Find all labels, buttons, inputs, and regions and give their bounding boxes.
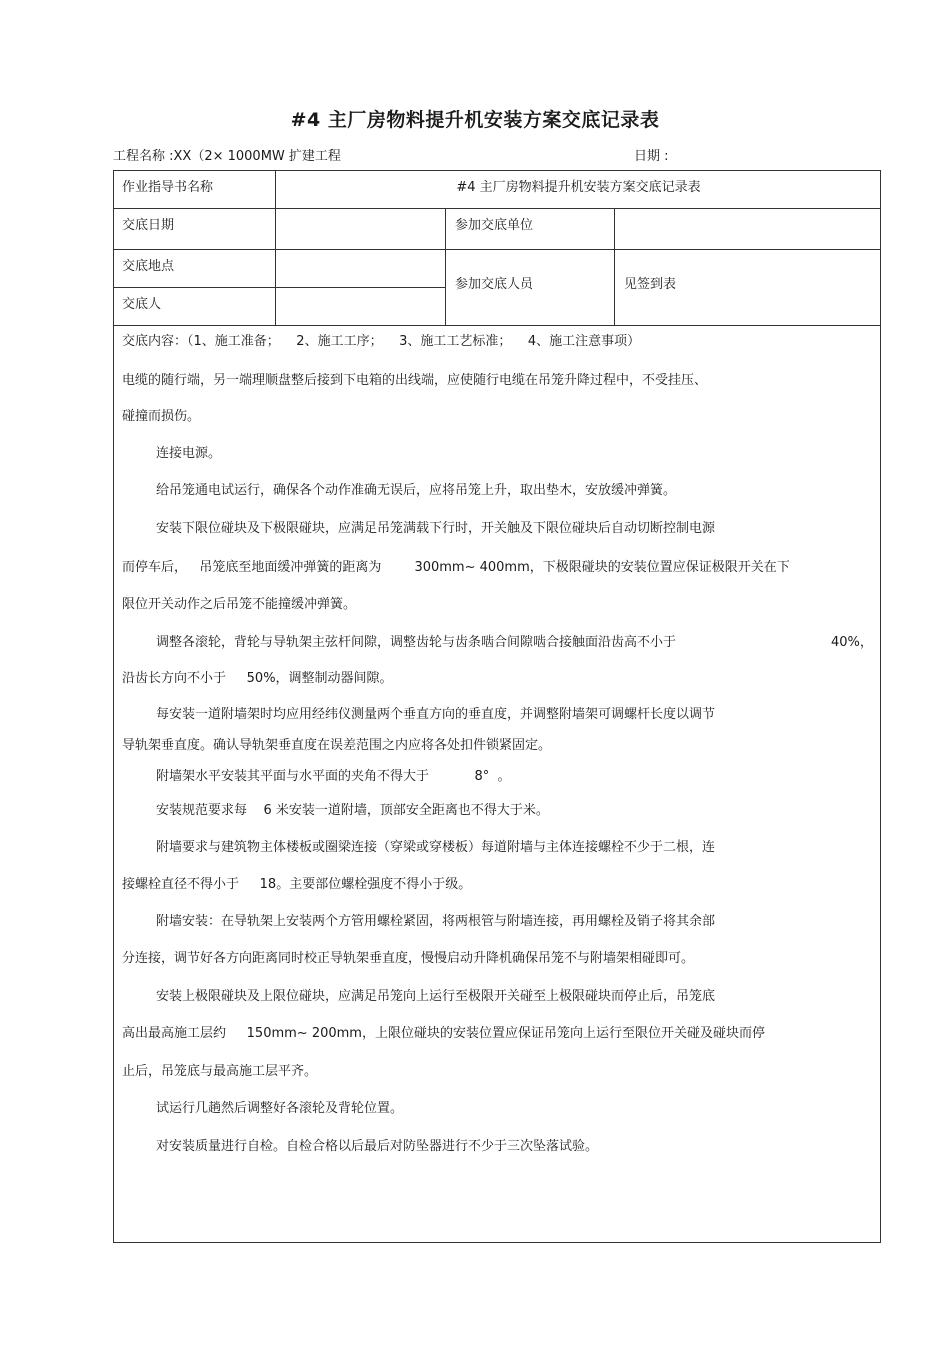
content-line: 限位开关动作之后吊笼不能撞缓冲弹簧。 [122, 597, 357, 612]
content-line: 碰撞而损伤。 [122, 409, 201, 424]
content-line: 试运行几趟然后调整好各滚轮及背轮位置。 [156, 1101, 404, 1116]
people-value: 见签到表 [624, 277, 677, 292]
guide-name-label: 作业指导书名称 [122, 180, 214, 195]
content-line: 每安装一道附墙架时均应用经纬仪测量两个垂直方向的垂直度，并调整附墙架可调螺杆长度以调节 [156, 707, 716, 722]
people-label: 参加交底人员 [455, 277, 534, 292]
content-line: 安装规范要求每 6 米安装一道附墙，顶部安全距离也不得大于米。 [156, 803, 549, 818]
content-header: 交底内容：（1、施工准备； 2、施工工序； 3、施工工艺标准； 4、施工注意事项） [122, 334, 641, 349]
presenter-label: 交底人 [122, 297, 162, 312]
unit-label: 参加交底单位 [455, 218, 534, 233]
place-label: 交底地点 [122, 259, 175, 274]
content-line: 沿齿长方向不小于 50%，调整制动器间隙。 [122, 671, 393, 686]
document-title: #4 主厂房物料提升机安装方案交底记录表 [290, 109, 660, 131]
content-line: 止后，吊笼底与最高施工层平齐。 [122, 1064, 318, 1079]
content-line: 而停车后， 吊笼底至地面缓冲弹簧的距离为 300mm~ 400mm，下极限碰块的安装位置应保证极限开关在下 [122, 560, 790, 575]
content-line: 给吊笼通电试运行，确保各个动作准确无误后，应将吊笼上升，取出垫木，安放缓冲弹簧。 [156, 483, 677, 498]
content-line: 高出最高施工层约 150mm~ 200mm，上限位碰块的安装位置应保证吊笼向上运行至限位开关碰及碰块而停 [122, 1026, 765, 1041]
content-line: 附墙架水平安装其平面与水平面的夹角不得大于 8° 。 [156, 769, 511, 784]
content-line: 附墙要求与建筑物主体楼板或圈梁连接（穿梁或穿楼板）每道附墙与主体连接螺栓不少于二根，连 [156, 840, 716, 855]
project-name: 工程名称 :XX（2× 1000MW 扩建工程 [113, 149, 341, 164]
date-label: 交底日期 [122, 218, 175, 233]
content-line: 安装上极限碰块及上限位碰块，应满足吊笼向上运行至极限开关碰至上极限碰块而停止后，吊笼底 [156, 989, 716, 1004]
date-field: 日期 : [634, 149, 669, 164]
guide-name-value: #4 主厂房物料提升机安装方案交底记录表 [456, 180, 701, 195]
content-line: 附墙安装：在导轨架上安装两个方管用螺栓紧固，将两根管与附墙连接，再用螺栓及销子将其余部 [156, 914, 716, 929]
content-line: 电缆的随行端，另一端理顺盘整后接到下电箱的出线端，应使随行电缆在吊笼升降过程中，不受挂压、 [122, 373, 708, 388]
content-line: 调整各滚轮，背轮与导轨架主弦杆间隙，调整齿轮与齿条啮合间隙啮合接触面沿齿高不小于 [156, 635, 677, 650]
content-line: 40%， [831, 635, 873, 650]
content-line: 接螺栓直径不得小于 18。主要部位螺栓强度不得小于级。 [122, 877, 472, 892]
content-line: 对安装质量进行自检。自检合格以后最后对防坠器进行不少于三次坠落试验。 [156, 1139, 599, 1154]
content-line: 分连接，调节好各方向距离同时校正导轨架垂直度，慢慢启动升降机确保吊笼不与附墙架相碰即可。 [122, 951, 695, 966]
content-line: 连接电源。 [156, 446, 222, 461]
content-line: 安装下限位碰块及下极限碰块，应满足吊笼满载下行时，开关触及下限位碰块后自动切断控制电源 [156, 521, 716, 536]
content-line: 导轨架垂直度。确认导轨架垂直度在误差范围之内应将各处扣件锁紧固定。 [122, 738, 552, 753]
